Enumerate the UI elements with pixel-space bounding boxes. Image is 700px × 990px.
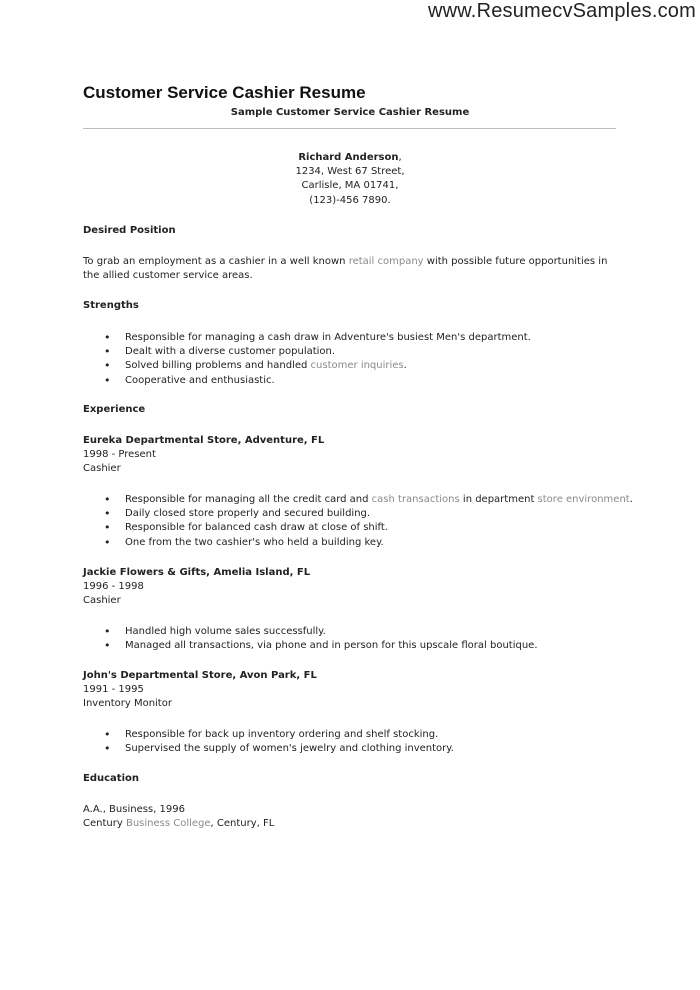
desired-position-text (83, 255, 608, 283)
list-item (83, 493, 633, 507)
customer-inquiries-link[interactable]: customer inquiries (310, 360, 404, 372)
list-item: • Managed all transactions, via phone and in person for this upscale floral boutique. (83, 639, 538, 653)
job-dates: 1996 - 1998 (83, 581, 144, 593)
education-entry (83, 803, 274, 831)
section-heading-education: Education (83, 773, 139, 784)
contact-name-line: Richard Anderson, (298, 152, 402, 163)
contact-address-2: Carlisle, MA 01741, (301, 180, 399, 192)
job-entry-3 (83, 669, 317, 712)
contact-block (0, 151, 700, 208)
education-school (83, 817, 274, 831)
list-item-end: . (629, 494, 633, 505)
job-entry-1 (83, 434, 324, 477)
list-item: • Supervised the supply of women's jewelry and clothing inventory. (83, 742, 454, 756)
title-divider (83, 128, 616, 129)
section-heading-strengths: Strengths (83, 300, 139, 311)
job-employer: Eureka Departmental Store, Adventure, FL (83, 435, 325, 446)
page-title: Customer Service Cashier Resume (83, 83, 366, 102)
section-heading-experience: Experience (83, 404, 146, 415)
job-role: Cashier (83, 595, 121, 607)
job-employer: John's Departmental Store, Avon Park, FL (83, 670, 317, 681)
list-item-end: . (403, 360, 407, 372)
list-item-text: Solved billing problems and handled (125, 360, 311, 372)
list-item: • Daily closed store properly and secured building. (83, 507, 633, 521)
desired-position-text-end: with possible future opportunities in the allied customer service areas. (83, 256, 608, 282)
section-heading-desired-position: Desired Position (83, 225, 176, 236)
store-environment-link[interactable]: store environment (537, 494, 630, 505)
list-item: • Responsible for back up inventory ordering and shelf stocking. (83, 728, 454, 742)
cash-transactions-link[interactable]: cash transactions (371, 494, 460, 505)
list-item: • Cooperative and enthusiastic. (83, 374, 531, 388)
job-role: Cashier (83, 463, 121, 475)
retail-company-link[interactable]: retail company (348, 256, 424, 267)
job-2-duties (83, 625, 538, 653)
job-employer: Jackie Flowers & Gifts, Amelia Island, FL (83, 567, 311, 578)
list-item-text: Responsible for managing all the credit card and (125, 494, 372, 505)
list-item: • Dealt with a diverse customer population. (83, 345, 531, 359)
list-item: • Responsible for balanced cash draw at close of shift. (83, 521, 633, 535)
job-entry-2 (83, 566, 310, 609)
page-subtitle: Sample Customer Service Cashier Resume (230, 107, 470, 118)
site-watermark: www.ResumecvSamples.com (427, 0, 696, 22)
education-school-end: , Century, FL (210, 818, 275, 830)
job-1-duties (83, 493, 633, 550)
desired-position-text-start: To grab an employment as a cashier in a well known (83, 256, 349, 267)
contact-name: Richard Anderson (298, 152, 399, 163)
list-item: • One from the two cashier's who held a building key. (83, 536, 633, 550)
strengths-list (83, 331, 531, 388)
education-degree: A.A., Business, 1996 (83, 804, 185, 815)
job-dates: 1998 - Present (83, 449, 156, 461)
job-dates: 1991 - 1995 (83, 684, 144, 696)
contact-phone: (123)-456 7890. (309, 194, 391, 206)
job-role: Inventory Monitor (83, 698, 172, 710)
contact-address-1: 1234, West 67 Street, (295, 166, 405, 178)
list-item: • Handled high volume sales successfully. (83, 625, 538, 639)
list-item (83, 359, 531, 373)
list-item-text: in department (459, 494, 538, 505)
education-school-start: Century (83, 818, 126, 830)
business-college-link[interactable]: Business College (125, 818, 211, 830)
list-item: • Responsible for managing a cash draw in Adventure's busiest Men's department. (83, 331, 531, 345)
job-3-duties (83, 728, 454, 756)
